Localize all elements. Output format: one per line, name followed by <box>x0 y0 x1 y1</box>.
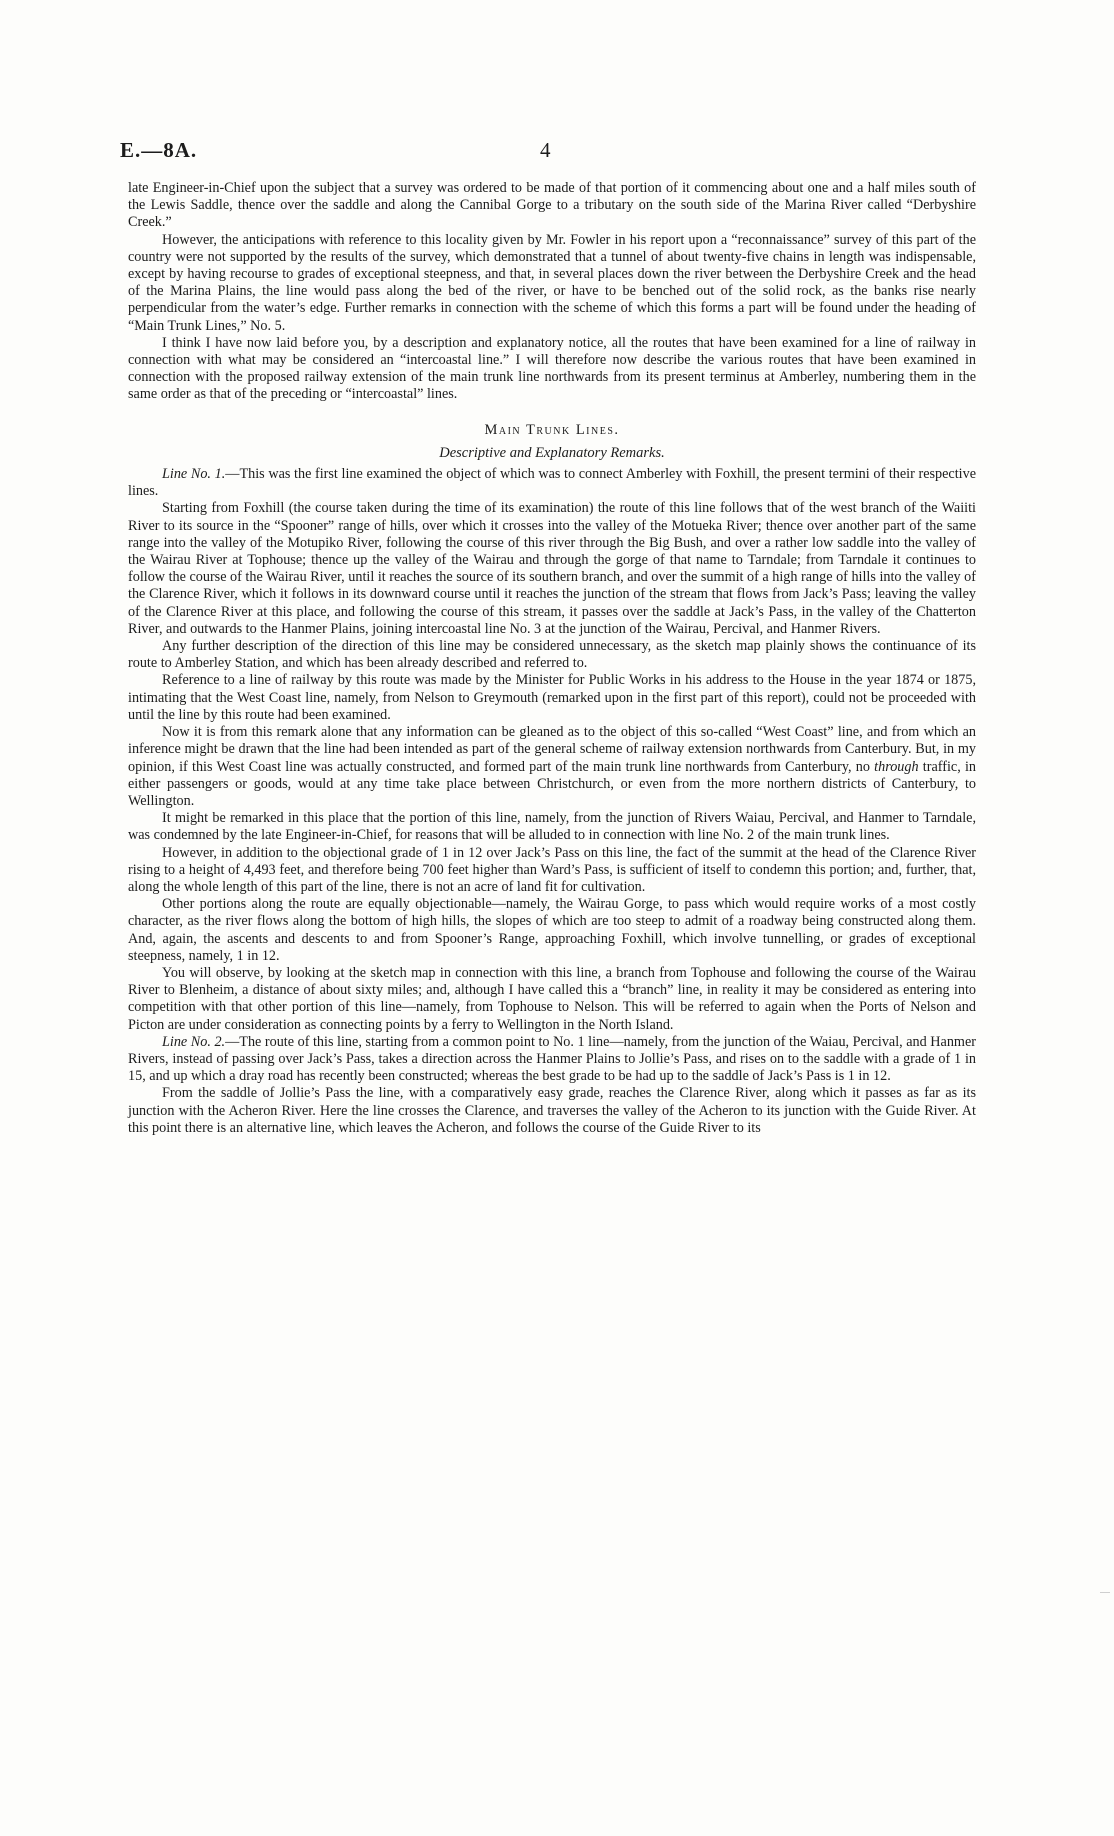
scan-artifact <box>1100 1592 1110 1593</box>
paragraph-continued: late Engineer-in-Chief upon the subject that a survey was ordered to be made of that portion of it commencing about one and a half miles south of the Lewis Saddle, thence over the saddle and along the Cannibal Gorge to a tributary on the south side of the Marina River called “Derbyshire Creek.” <box>128 180 976 231</box>
paragraph: Reference to a line of railway by this route was made by the Minister for Public Works in his address to the House in the year 1874 or 1875, intimating that the West Coast line, namely, from Nelson to Greymouth (remarked upon in the first part of this report), could not be proceeded with until the line by this route had been examined. <box>128 672 976 723</box>
paragraph: However, the anticipations with reference to this locality given by Mr. Fowler in his report upon a “reconnaissance” survey of this part of the country were not supported by the results of the survey, which demonstrated that a tunnel of about twenty-five chains in length was indispensable, except by having recourse to grades of exceptional steepness, and that, in several places down the river between the Derbyshire Creek and the head of the Marina Plains, the line would pass along the bed of the river, or have to be benched out of the solid rock, as the banks rise nearly perpendicular from the water’s edge. Further remarks in connection with the scheme of which this forms a part will be found under the heading of “Main Trunk Lines,” No. 5. <box>128 231 976 334</box>
paragraph: Starting from Foxhill (the course taken during the time of its examination) the route of this line follows that of the west branch of the Waiiti River to its source in the “Spooner” range of hills, over which it crosses into the valley of the Motueka River; thence over another part of the same range into the valley of the Motupiko River, following the course of this river through the Big Bush, and over a rather low saddle into the valley of the Wairau River at Tophouse; thence up the valley of the Wairau and through the gorge of that name to Tarndale; from Tarndale it continues to follow the course of the Wairau River, until it reaches the source of its southern branch, and over the summit of a high range of hills into the valley of the Clarence River, which it follows in its downward course until it reaches the junction of the stream that flows from Jack’s Pass; leaving the valley of the Clarence River at this place, and following the course of this stream, it passes over the saddle at Jack’s Pass, in the valley of the Chatterton River, and outwards to the Hanmer Plains, joining intercoastal line No. 3 at the junction of the Wairau, Percival, and Hanmer Rivers. <box>128 500 976 637</box>
paragraph: I think I have now laid before you, by a description and explanatory notice, all the routes that have been examined for a line of railway in connection with what may be considered an “intercoastal line.” I will therefore now describe the various routes that have been examined in connection with the proposed railway extension of the main trunk line northwards from its present terminus at Amberley, numbering them in the same order as that of the preceding or “intercoastal” lines. <box>128 334 976 403</box>
document-body <box>128 180 976 1137</box>
section-subheading: Descriptive and Explanatory Remarks. <box>439 444 665 461</box>
paragraph: It might be remarked in this place that the portion of this line, namely, from the junction of Rivers Waiau, Percival, and Hanmer to Tarndale, was condemned by the late Engineer-in-Chief, for reasons that will be alluded to in connection with line No. 2 of the main trunk lines. <box>128 810 976 844</box>
section-heading: Main Trunk Lines. <box>484 421 620 438</box>
document-reference: E.—8A. <box>120 138 198 162</box>
page-number: 4 <box>540 138 551 162</box>
paragraph: Any further description of the direction of this line may be considered unnecessary, as the sketch map plainly shows the continuance of its route to Amberley Station, and which has been already described and referred to. <box>128 638 976 672</box>
line-1-paragraph <box>128 466 976 500</box>
line-2-text: —The route of this line, starting from a common point to No. 1 line—namely, from the junction of the Waiau, Percival, and Hanmer Rivers, instead of passing over Jack’s Pass, takes a direction across the Hanmer Plains to Jollie’s Pass, and rises on to the saddle with a grade of 1 in 15, and up which a dray road has recently been constructed; whereas the best grade to be had up to the saddle of Jack’s Pass is 1 in 12. <box>128 1033 976 1085</box>
paragraph: You will observe, by looking at the sketch map in connection with this line, a branch from Tophouse and following the course of the Wairau River to Blenheim, a distance of about sixty miles; and, although I have called this a “branch” line, in reality it may be considered as entering into competition with that other portion of this line—namely, from Tophouse to Nelson. This will be referred to again when the Ports of Nelson and Picton are under consideration as connecting points by a ferry to Wellington in the North Island. <box>128 964 976 1033</box>
line-1-lead: Line No. 1. <box>162 466 226 483</box>
line-1-text: —This was the first line examined the object of which was to connect Amberley with Foxhill, the present termini of their respective lines. <box>128 466 976 500</box>
paragraph: From the saddle of Jollie’s Pass the line, with a comparatively easy grade, reaches the Clarence River, along which it passes as far as its junction with the Acheron River. Here the line crosses the Clarence, and traverses the valley of the Acheron to its junction with the Guide River. At this point there is an alternative line, which leaves the Acheron, and follows the course of the Guide River to its <box>128 1085 976 1136</box>
paragraph: However, in addition to the objectional grade of 1 in 12 over Jack’s Pass on this line, the fact of the summit at the head of the Clarence River rising to a height of 4,493 feet, and therefore being 700 feet higher than Ward’s Pass, is sufficient of itself to condemn this portion; and, further, that, along the whole length of this part of the line, there is not an acre of land fit for cultivation. <box>128 844 976 895</box>
through-para-before: Now it is from this remark alone that any information can be gleaned as to the object of this so-called “West Coast” line, and from which an inference might be drawn that the line had been intended as part of the general scheme of railway extension northwards from Canterbury. But, in my opinion, if this West Coast line was actually constructed, and formed part of the main trunk line northwards from Canterbury, no <box>128 724 976 775</box>
paragraph: Other portions along the route are equally objectionable—namely, the Wairau Gorge, to pass which would require works of a most costly character, as the river flows along the bottom of high hills, the slopes of which are too steep to admit of a roadway being constructed along them. And, again, the ascents and descents to and from Spooner’s Range, approaching Foxhill, which involve tunnelling, or grades of exceptional steepness, namely, 1 in 12. <box>128 896 976 964</box>
line-2-paragraph <box>128 1034 976 1086</box>
paragraph <box>128 724 976 810</box>
through-para-after: traffic, in either passengers or goods, would at any time take place between Christchurch, or even from the more northern districts of Canterbury, to Wellington. <box>128 758 976 809</box>
page-header <box>120 138 980 168</box>
through-emphasis: through <box>874 758 919 775</box>
line-2-lead: Line No. 2. <box>162 1033 226 1050</box>
